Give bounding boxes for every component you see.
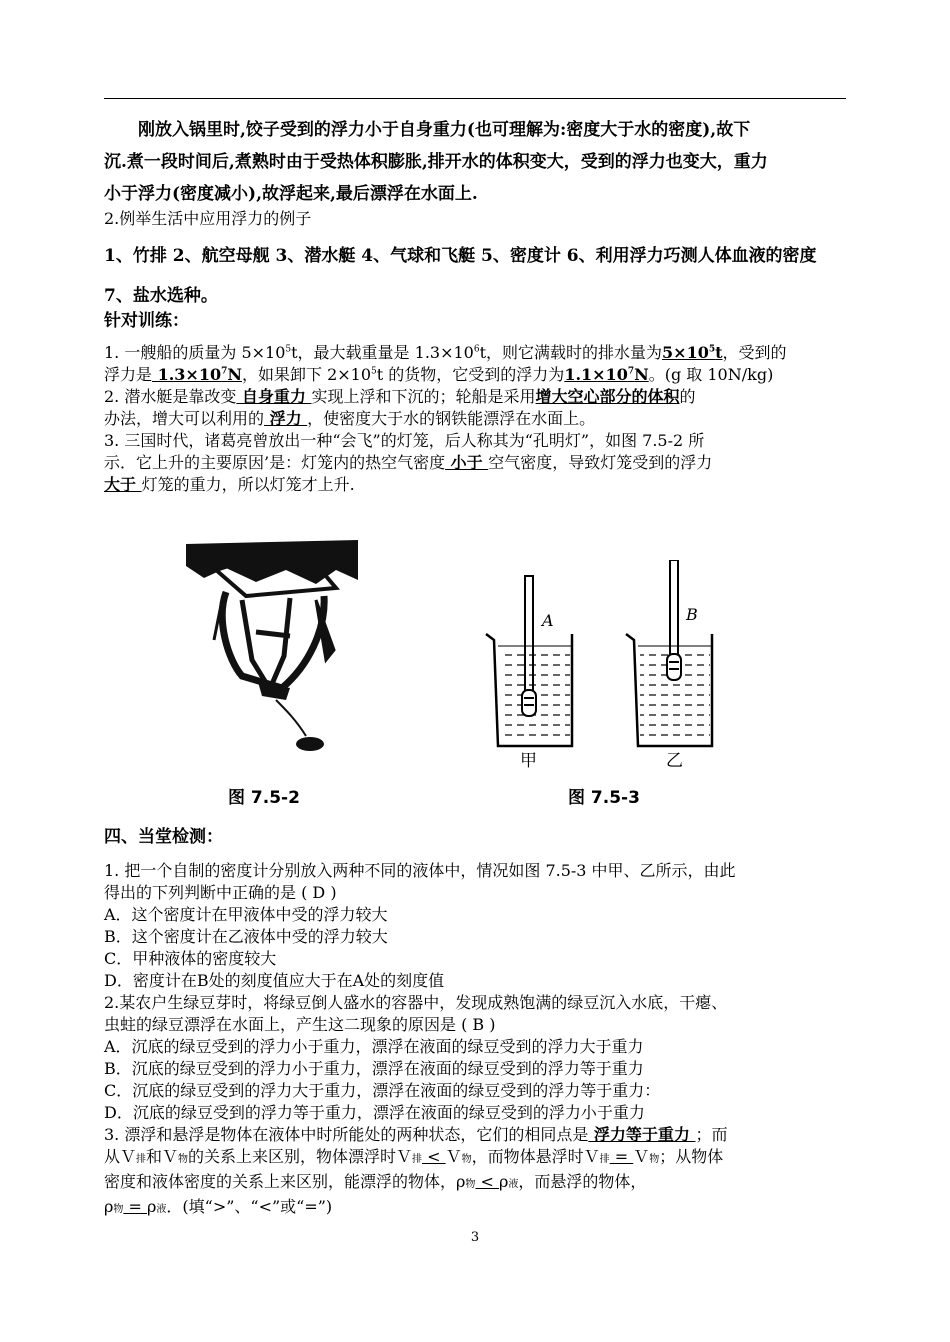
question-2-heading: 2.例举生活中应用浮力的例子 — [104, 209, 312, 228]
test-q3-line2: 从Ｖ排和Ｖ物的关系上来区别，物体漂浮时Ｖ排 < Ｖ物，而物体悬浮时Ｖ排 = Ｖ物；从物体 — [104, 1147, 724, 1166]
figure-7-5-3-caption: 图 7.5-3 — [568, 788, 640, 808]
training-q3-line3: 大于 灯笼的重力，所以灯笼才上升. — [104, 475, 355, 494]
training-q1-line2: 浮力是 $1.3\times 10^7N$，如果卸下 $2\times 10^5t$ 的货物，它受到的浮力为$1.1\times 10^7N$。(g 取 10N/kg) — [104, 365, 774, 384]
test-q1-option-a: A．这个密度计在甲液体中受的浮力较大 — [104, 905, 388, 924]
training-questions — [104, 342, 848, 496]
test-q3-line4: ρ物 = ρ液．(填“>”、“<”或“=”) — [104, 1197, 333, 1216]
test-q2-line1: 2.某农户生绿豆芽时，将绿豆倒人盛水的容器中，发现成熟饱满的绿豆沉入水底，干瘪、 — [104, 993, 728, 1012]
examples-list — [104, 236, 848, 316]
label-yi: 乙 — [666, 751, 683, 770]
page-number: 3 — [470, 1230, 480, 1245]
answer-suspend-volume: = — [609, 1147, 634, 1166]
label-a: A — [542, 611, 554, 630]
label-b: B — [686, 605, 698, 624]
test-q1-line1: 1. 把一个自制的密度计分别放入两种不同的液体中，情况如图 7.5-3 中甲、乙所示，由此 — [104, 861, 736, 880]
test-q3-line1: 3. 漂浮和悬浮是物体在液体中时所能处的两种状态，它们的相同点是 浮力等于重力 ；而 — [104, 1125, 728, 1144]
test-q2-option-a: A．沉底的绿豆受到的浮力小于重力，漂浮在液面的绿豆受到的浮力大于重力 — [104, 1037, 644, 1056]
test-q1-option-c: C．甲种液体的密度较大 — [104, 949, 277, 968]
answer-suspend-density: = — [123, 1197, 147, 1216]
label-jia: 甲 — [520, 751, 537, 770]
section-4-heading: 四、当堂检测： — [104, 827, 223, 847]
intro-line-2: 沉.煮一段时间后,煮熟时由于受热体积膨胀,排开水的体积变大，受到的浮力也变大，重力 — [104, 152, 768, 172]
intro-paragraph — [104, 114, 848, 210]
training-q3-line1: 3. 三国时代，诸葛亮曾放出一种“会飞”的灯笼，后人称其为“孔明灯”，如图 7.5-2 所 — [104, 431, 705, 450]
training-heading: 针对训练： — [104, 311, 189, 331]
test-q3-line3: 密度和液体密度的关系上来区别，能漂浮的物体，ρ物 < ρ液，而悬浮的物体， — [104, 1172, 647, 1191]
test-q2-option-b: B．沉底的绿豆受到的浮力小于重力，漂浮在液面的绿豆受到的浮力等于重力 — [104, 1059, 644, 1078]
hydrometer-figure — [480, 560, 730, 770]
test-q2-option-d: D．沉底的绿豆受到的浮力等于重力，漂浮在液面的绿豆受到的浮力小于重力 — [104, 1103, 645, 1122]
kongming-lantern-figure — [186, 540, 358, 760]
answer-hollow-volume: 增大空心部分的体积 — [535, 387, 680, 406]
answer-displacement: $5\times 10^5t$ — [662, 343, 723, 362]
test-q2-line2: 虫蛀的绿豆漂浮在水面上，产生这二现象的原因是 ( B ) — [104, 1015, 496, 1034]
beaker-yi — [626, 560, 712, 746]
answer-buoyancy-unloaded: $1.1\times 10^7N$ — [564, 365, 649, 384]
beaker-jia — [486, 576, 572, 746]
examples-line-2: 7、盐水选种。 — [104, 286, 218, 306]
answer-greater-than: 大于 — [104, 475, 142, 494]
answer-float-density: < — [475, 1172, 499, 1191]
training-q2-line1: 2. 潜水艇是靠改变 自身重力 实现上浮和下沉的；轮船是采用增大空心部分的体积的 — [104, 387, 696, 406]
training-q1-line1: 1. 一艘船的质量为 $5\times 10^5t$，最大载重量是 $1.3\times 10^6t$，则它满载时的排水量为$5\times 10^5t$，受到的 — [104, 343, 787, 362]
test-q1-option-d: D．密度计在B处的刻度值应大于在A处的刻度值 — [104, 971, 445, 990]
figure-7-5-2-caption: 图 7.5-2 — [228, 788, 300, 808]
test-questions — [104, 860, 848, 1221]
test-q1-option-b: B．这个密度计在乙液体中受的浮力较大 — [104, 927, 388, 946]
answer-own-weight: 自身重力 — [236, 387, 312, 406]
answer-buoyancy-full: $1.3\times 10^7N$ — [157, 365, 242, 384]
training-q2-line2: 办法，增大可以利用的 浮力 ，使密度大于水的钢铁能漂浮在水面上。 — [104, 409, 596, 428]
header-rule — [104, 98, 846, 99]
intro-line-3: 小于浮力(密度减小),故浮起来,最后漂浮在水面上. — [104, 184, 478, 204]
test-q2-option-c: C．沉底的绿豆受到的浮力大于重力，漂浮在液面的绿豆受到的浮力等于重力： — [104, 1081, 661, 1100]
test-q1-line2: 得出的下列判断中正确的是 ( D ) — [104, 883, 337, 902]
training-q3-line2: 示．它上升的主要原因’是：灯笼内的热空气密度 小于 空气密度，导致灯笼受到的浮力 — [104, 453, 713, 472]
examples-line-1: 1、竹排 2、航空母舰 3、潜水艇 4、气球和飞艇 5、密度计 6、利用浮力巧测人体血液的密度 — [104, 246, 817, 266]
answer-float-volume: < — [422, 1147, 446, 1166]
answer-buoyancy-equals-weight: 浮力等于重力 — [588, 1125, 696, 1144]
answer-buoyancy: 浮力 — [264, 409, 308, 428]
answer-less-than: 小于 — [445, 453, 489, 472]
intro-line-1: 刚放入锅里时,饺子受到的浮力小于自身重力(也可理解为:密度大于水的密度),故下 — [138, 120, 751, 140]
